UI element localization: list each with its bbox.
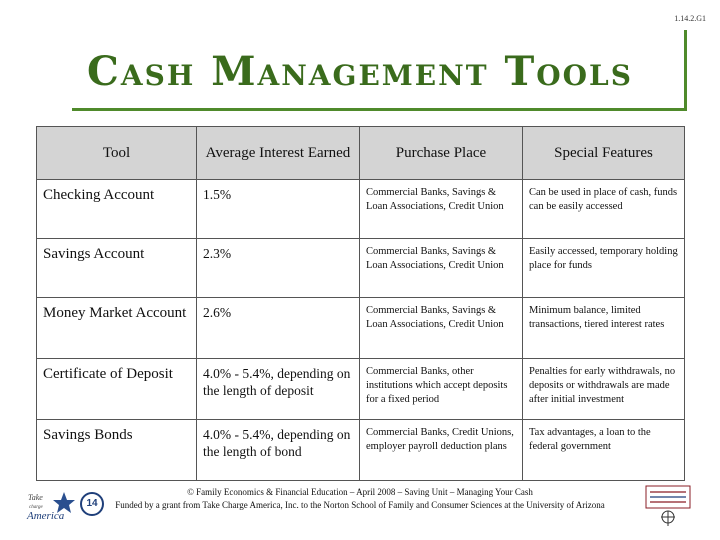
table-row: [37, 420, 685, 481]
cell-place: Commercial Banks, Savings & Loan Associations, Credit Union: [360, 180, 523, 239]
cell-rate: 2.3%: [197, 239, 360, 298]
table-row: [37, 298, 685, 359]
cell-features: Tax advantages, a loan to the federal government: [523, 420, 685, 481]
header-tool: Tool: [37, 127, 197, 180]
svg-text:charge: charge: [29, 505, 43, 510]
table-row: [37, 180, 685, 239]
cell-place: Commercial Banks, Savings & Loan Associations, Credit Union: [360, 239, 523, 298]
take-charge-america-logo: [26, 488, 78, 522]
cell-tool: Certificate of Deposit: [37, 359, 197, 420]
cell-features: Minimum balance, limited transactions, tiered interest rates: [523, 298, 685, 359]
page-title: Cash Management Tools: [87, 48, 633, 95]
cash-tools-table: [36, 126, 685, 481]
table-row: [37, 239, 685, 298]
footer-funding: Funded by a grant from Take Charge America, Inc. to the Norton School of Family and Consumer Sciences at the University of Arizona: [115, 500, 605, 510]
cell-features: Can be used in place of cash, funds can be easily accessed: [523, 180, 685, 239]
university-of-arizona-norton-school-logo: [644, 484, 692, 528]
svg-text:Take: Take: [28, 493, 43, 502]
header-special-features: Special Features: [523, 127, 685, 180]
footer-copyright: © Family Economics & Financial Education – April 2008 – Saving Unit – Managing Your Cash: [187, 487, 533, 497]
cell-rate: 2.6%: [197, 298, 360, 359]
cell-tool: Checking Account: [37, 180, 197, 239]
cell-tool: Savings Account: [37, 239, 197, 298]
table-row: [37, 359, 685, 420]
cell-rate: 4.0% - 5.4%, depending on the length of deposit: [197, 359, 360, 420]
header-interest: Average Interest Earned: [197, 127, 360, 180]
cell-rate: 4.0% - 5.4%, depending on the length of bond: [197, 420, 360, 481]
title-underline: [72, 108, 687, 111]
table-header-row: [37, 127, 685, 180]
cell-tool: Money Market Account: [37, 298, 197, 359]
cell-features: Penalties for early withdrawals, no deposits or withdrawals are made after initial investment: [523, 359, 685, 420]
cell-features: Easily accessed, temporary holding place for funds: [523, 239, 685, 298]
cell-place: Commercial Banks, other institutions which accept deposits for a fixed period: [360, 359, 523, 420]
header-purchase-place: Purchase Place: [360, 127, 523, 180]
cell-place: Commercial Banks, Credit Unions, employer payroll deduction plans: [360, 420, 523, 481]
cell-tool: Savings Bonds: [37, 420, 197, 481]
unit-14-badge: 14: [80, 492, 104, 516]
cell-place: Commercial Banks, Savings & Loan Associations, Credit Union: [360, 298, 523, 359]
slide-code: 1.14.2.G1: [674, 14, 706, 23]
svg-text:America: America: [27, 510, 65, 522]
cell-rate: 1.5%: [197, 180, 360, 239]
footer: [100, 486, 620, 512]
